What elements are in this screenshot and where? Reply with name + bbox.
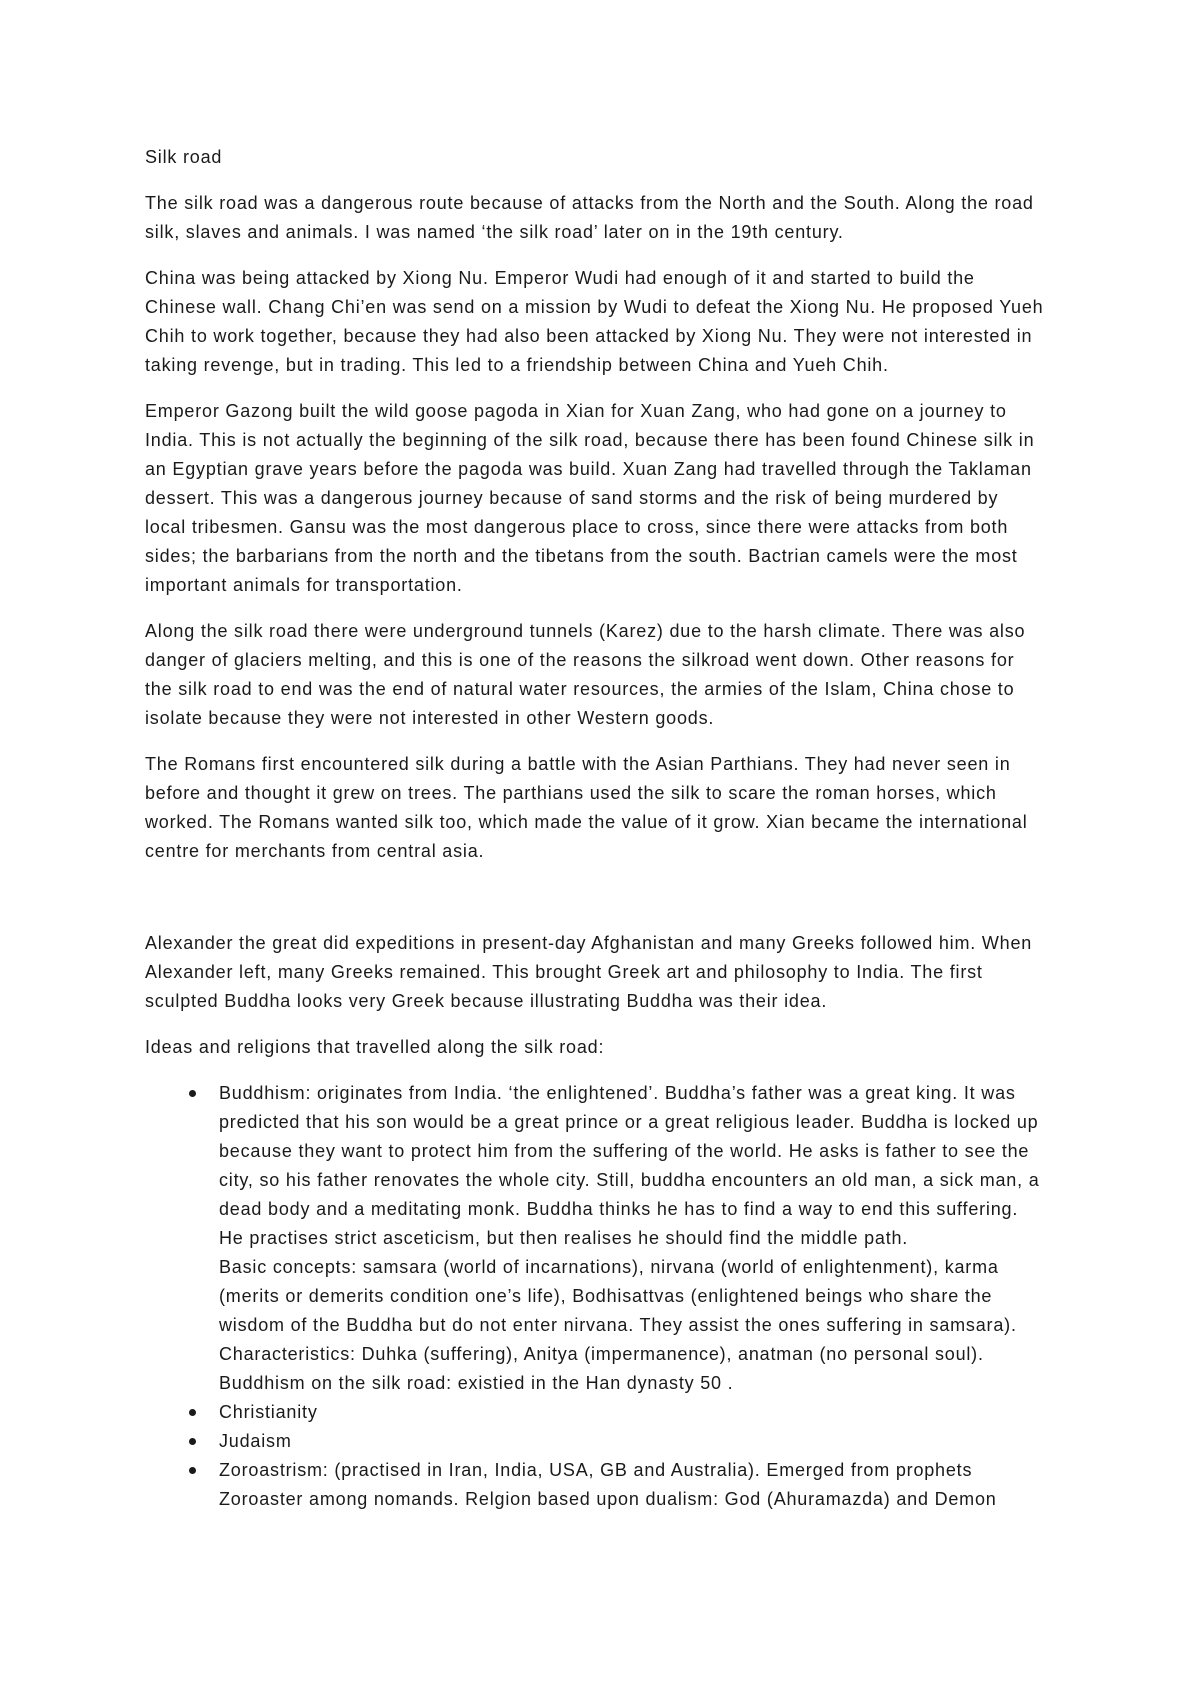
text-line: (merits or demerits condition one’s life), Bodhisattvas (enlightened beings who share the [219, 1286, 993, 1306]
text-line: Christianity [219, 1402, 318, 1422]
text-line: the silk road to end was the end of natural water resources, the armies of the Islam, China chose to [145, 679, 1015, 699]
text-line: Zoroastrism: (practised in Iran, India, USA, GB and Australia). Emerged from prophets [219, 1460, 973, 1480]
text-line: city, so his father renovates the whole city. Still, buddha encounters an old man, a sick man, a [219, 1170, 1040, 1190]
bullet-icon [189, 1409, 196, 1416]
paragraph [145, 189, 1200, 247]
text-line: wisdom of the Buddha but do not enter nirvana. They assist the ones suffering in samsara). [219, 1315, 1017, 1335]
text-line: silk, slaves and animals. I was named ‘the silk road’ later on in the 19th century. [145, 222, 844, 242]
text-line: Characteristics: Duhka (suffering), Anitya (impermanence), anatman (no personal soul). [219, 1344, 984, 1364]
empty-paragraph [145, 883, 1200, 912]
document-title: Silk road [145, 147, 223, 167]
list-item-zoroastrism [145, 1456, 1200, 1514]
paragraph [145, 929, 1200, 1016]
text-line: because they want to protect him from the suffering of the world. He asks is father to see the [219, 1141, 1030, 1161]
text-line: taking revenge, but in trading. This led to a friendship between China and Yueh Chih. [145, 355, 889, 375]
text-line: China was being attacked by Xiong Nu. Emperor Wudi had enough of it and started to build the [145, 268, 975, 288]
bullet-list [145, 1079, 1200, 1514]
list-item-buddhism [145, 1079, 1200, 1398]
text-line: an Egyptian grave years before the pagoda was build. Xuan Zang had travelled through the Taklaman [145, 459, 1032, 479]
text-line: predicted that his son would be a great prince or a great religious leader. Buddha is locked up [219, 1112, 1039, 1132]
paragraph [145, 264, 1200, 380]
text-line: Basic concepts: samsara (world of incarnations), nirvana (world of enlightenment), karma [219, 1257, 999, 1277]
text-line: danger of glaciers melting, and this is one of the reasons the silkroad went down. Other reasons for [145, 650, 1015, 670]
title-paragraph [145, 143, 1200, 172]
text-line: centre for merchants from central asia. [145, 841, 485, 861]
text-line: Ideas and religions that travelled along the silk road: [145, 1037, 605, 1057]
paragraph [145, 750, 1200, 866]
text-line: important animals for transportation. [145, 575, 463, 595]
bullet-icon [189, 1090, 196, 1097]
text-line: Along the silk road there were underground tunnels (Karez) due to the harsh climate. There was also [145, 621, 1026, 641]
text-line: local tribesmen. Gansu was the most dangerous place to cross, since there were attacks from both [145, 517, 1009, 537]
text-line: Judaism [219, 1431, 292, 1451]
text-line: Zoroaster among nomands. Relgion based upon dualism: God (Ahuramazda) and Demon [219, 1489, 997, 1509]
text-line: Chih to work together, because they had also been attacked by Xiong Nu. They were not interested in [145, 326, 1033, 346]
text-line: The silk road was a dangerous route because of attacks from the North and the South. Along the road [145, 193, 1034, 213]
paragraph [145, 397, 1200, 600]
text-line: Buddhism: originates from India. ‘the enlightened’. Buddha’s father was a great king. It was [219, 1083, 1016, 1103]
bullet-icon [189, 1438, 196, 1445]
text-line: Alexander left, many Greeks remained. This brought Greek art and philosophy to India. The first [145, 962, 983, 982]
text-line: Chinese wall. Chang Chi’en was send on a mission by Wudi to defeat the Xiong Nu. He proposed Yueh [145, 297, 1044, 317]
text-line: sides; the barbarians from the north and the tibetans from the south. Bactrian camels were the most [145, 546, 1018, 566]
bullet-icon [189, 1467, 196, 1474]
text-line: India. This is not actually the beginning of the silk road, because there has been found Chinese silk in [145, 430, 1035, 450]
text-line: worked. The Romans wanted silk too, which made the value of it grow. Xian became the international [145, 812, 1028, 832]
list-intro-paragraph [145, 1033, 1200, 1062]
text-line: dead body and a meditating monk. Buddha thinks he has to find a way to end this suffering. [219, 1199, 1019, 1219]
text-line: The Romans first encountered silk during a battle with the Asian Parthians. They had never seen in [145, 754, 1011, 774]
text-line: dessert. This was a dangerous journey because of sand storms and the risk of being murdered by [145, 488, 999, 508]
text-line: He practises strict asceticism, but then realises he should find the middle path. [219, 1228, 909, 1248]
text-line: Emperor Gazong built the wild goose pagoda in Xian for Xuan Zang, who had gone on a journey to [145, 401, 1007, 421]
text-line: sculpted Buddha looks very Greek because illustrating Buddha was their idea. [145, 991, 828, 1011]
paragraph [145, 617, 1200, 733]
text-line: Buddhism on the silk road: existied in the Han dynasty 50 . [219, 1373, 734, 1393]
list-item-judaism [145, 1427, 1200, 1456]
text-line: Alexander the great did expeditions in present-day Afghanistan and many Greeks followed him. When [145, 933, 1033, 953]
text-line: before and thought it grew on trees. The parthians used the silk to scare the roman horses, which [145, 783, 997, 803]
text-line: isolate because they were not interested in other Western goods. [145, 708, 715, 728]
list-item-christianity [145, 1398, 1200, 1427]
